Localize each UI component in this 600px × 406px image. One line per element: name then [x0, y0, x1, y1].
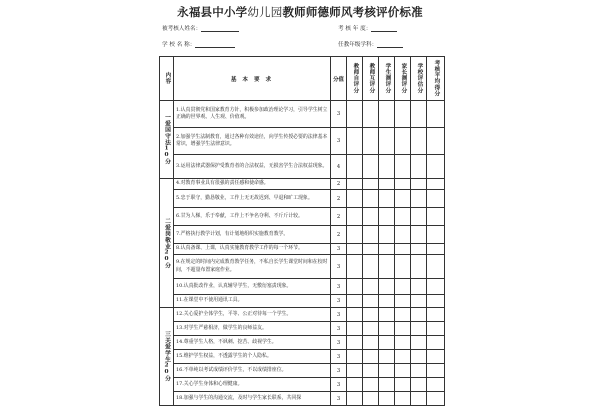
school-eval-cell[interactable]: [411, 350, 427, 364]
parent-eval-cell[interactable]: [395, 101, 411, 128]
avg-score-cell[interactable]: [427, 179, 445, 190]
avg-score-cell[interactable]: [427, 378, 445, 392]
parent-eval-cell[interactable]: [395, 190, 411, 208]
parent-eval-cell[interactable]: [395, 255, 411, 279]
meta-row-2: [152, 40, 452, 50]
table-header-row: [160, 57, 445, 101]
self-eval-cell[interactable]: [347, 155, 363, 179]
grade-subject-label: 任教年级学科：: [338, 42, 378, 48]
self-eval-cell[interactable]: [347, 322, 363, 336]
header-student-eval: 学生测评分: [379, 57, 395, 101]
score-value: 3: [331, 128, 347, 155]
student-eval-cell[interactable]: [379, 279, 395, 295]
requirement-text: 6.甘为人梯，乐于奉献，工作上不争名夺利、不斤斤计较。: [174, 208, 331, 226]
assessed-name-field[interactable]: [162, 24, 239, 32]
peer-eval-cell[interactable]: [363, 392, 379, 406]
peer-eval-cell[interactable]: [363, 336, 379, 350]
school-eval-cell[interactable]: [411, 255, 427, 279]
table-row: [160, 279, 445, 295]
header-requirements: 基 本 要 求: [174, 57, 331, 101]
evaluation-table: [159, 56, 445, 406]
peer-eval-cell[interactable]: [363, 190, 379, 208]
title-part-1: 永福县中小学: [177, 5, 248, 19]
table-row: [160, 350, 445, 364]
table-row: [160, 364, 445, 378]
requirement-text: 17.关心学生身体和心理健康。: [174, 378, 331, 392]
avg-score-cell[interactable]: [427, 295, 445, 308]
peer-eval-cell[interactable]: [363, 244, 379, 255]
peer-eval-cell[interactable]: [363, 208, 379, 226]
peer-eval-cell[interactable]: [363, 226, 379, 244]
peer-eval-cell[interactable]: [363, 155, 379, 179]
avg-score-cell[interactable]: [427, 155, 445, 179]
student-eval-cell[interactable]: [379, 295, 395, 308]
school-eval-cell[interactable]: [411, 392, 427, 406]
student-eval-cell[interactable]: [379, 179, 395, 190]
avg-score-cell[interactable]: [427, 279, 445, 295]
requirement-text: 5.忠于职守，勤恳敬业，工作上无无故迟到、早退和旷工现象。: [174, 190, 331, 208]
assessed-name-blank[interactable]: [201, 31, 239, 32]
parent-eval-cell[interactable]: [395, 336, 411, 350]
student-eval-cell[interactable]: [379, 244, 395, 255]
avg-score-cell[interactable]: [427, 128, 445, 155]
table-row: [160, 190, 445, 208]
student-eval-cell[interactable]: [379, 336, 395, 350]
avg-score-cell[interactable]: [427, 364, 445, 378]
score-value: 3: [331, 350, 347, 364]
student-eval-cell[interactable]: [379, 128, 395, 155]
requirement-text: 16.不单纯以考试成绩评价学生，不以成绩排座位。: [174, 364, 331, 378]
self-eval-cell[interactable]: [347, 128, 363, 155]
requirement-text: 7.严格执行教学计划，有计划地组织实施教育教学。: [174, 226, 331, 244]
score-value: 3: [331, 364, 347, 378]
score-value: 2: [331, 226, 347, 244]
student-eval-cell[interactable]: [379, 364, 395, 378]
requirement-text: 12.关心爱护全体学生，平等、公正对待每一个学生。: [174, 308, 331, 322]
requirement-text: 18.加强与学生的沟通交流，及时与学生家长联系，共同探: [174, 392, 331, 406]
score-value: 4: [331, 155, 347, 179]
avg-score-cell[interactable]: [427, 350, 445, 364]
school-eval-cell[interactable]: [411, 279, 427, 295]
score-value: 3: [331, 295, 347, 308]
peer-eval-cell[interactable]: [363, 295, 379, 308]
requirement-text: 14.尊重学生人格，不讽刺、挖苦、歧视学生。: [174, 336, 331, 350]
assessed-name-label: 被考核人姓名：: [162, 26, 202, 32]
school-eval-cell[interactable]: [411, 155, 427, 179]
school-eval-cell[interactable]: [411, 322, 427, 336]
score-value: 3: [331, 392, 347, 406]
document-title: [150, 4, 450, 20]
header-content: 内容: [160, 57, 174, 101]
requirement-text: 8.认真备课、上课，认真实施教育教学工作的每一个环节。: [174, 244, 331, 255]
category-cell: 一爱国守法10分: [160, 101, 174, 179]
self-eval-cell[interactable]: [347, 190, 363, 208]
school-eval-cell[interactable]: [411, 226, 427, 244]
school-eval-cell[interactable]: [411, 179, 427, 190]
year-label: 考 核 年 度：: [338, 26, 372, 32]
self-eval-cell[interactable]: [347, 336, 363, 350]
school-eval-cell[interactable]: [411, 308, 427, 322]
avg-score-cell[interactable]: [427, 322, 445, 336]
student-eval-cell[interactable]: [379, 322, 395, 336]
peer-eval-cell[interactable]: [363, 101, 379, 128]
score-value: 3: [331, 101, 347, 128]
table-row: [160, 101, 445, 128]
self-eval-cell[interactable]: [347, 308, 363, 322]
parent-eval-cell[interactable]: [395, 378, 411, 392]
student-eval-cell[interactable]: [379, 392, 395, 406]
self-eval-cell[interactable]: [347, 392, 363, 406]
parent-eval-cell[interactable]: [395, 155, 411, 179]
avg-score-cell[interactable]: [427, 226, 445, 244]
avg-score-cell[interactable]: [427, 392, 445, 406]
table-row: [160, 378, 445, 392]
student-eval-cell[interactable]: [379, 255, 395, 279]
avg-score-cell[interactable]: [427, 208, 445, 226]
self-eval-cell[interactable]: [347, 295, 363, 308]
parent-eval-cell[interactable]: [395, 208, 411, 226]
title-part-3: 教师师德师风考核评价标准: [282, 5, 423, 19]
requirement-text: 11.在课堂中不使用通讯工具。: [174, 295, 331, 308]
school-eval-cell[interactable]: [411, 295, 427, 308]
header-avg-score: 考核平均得分: [427, 57, 445, 101]
school-blank[interactable]: [195, 47, 235, 48]
peer-eval-cell[interactable]: [363, 364, 379, 378]
self-eval-cell[interactable]: [347, 101, 363, 128]
table-row: [160, 208, 445, 226]
score-value: 2: [331, 208, 347, 226]
category-cell: 二爱岗敬业20分: [160, 179, 174, 308]
school-eval-cell[interactable]: [411, 364, 427, 378]
table-row: [160, 244, 445, 255]
table-row: [160, 308, 445, 322]
parent-eval-cell[interactable]: [395, 295, 411, 308]
year-field[interactable]: [338, 24, 397, 32]
school-eval-cell[interactable]: [411, 128, 427, 155]
requirement-text: 9.在规定的时间内完成教育教学任务，不私自长学生课堂时间和在校时间，不超量布置家庭作业。: [174, 255, 331, 279]
peer-eval-cell[interactable]: [363, 322, 379, 336]
peer-eval-cell[interactable]: [363, 128, 379, 155]
school-label: 学 校 名 称：: [162, 42, 196, 48]
self-eval-cell[interactable]: [347, 364, 363, 378]
avg-score-cell[interactable]: [427, 101, 445, 128]
parent-eval-cell[interactable]: [395, 128, 411, 155]
school-eval-cell[interactable]: [411, 208, 427, 226]
header-score: 分值: [331, 57, 347, 101]
self-eval-cell[interactable]: [347, 378, 363, 392]
self-eval-cell[interactable]: [347, 255, 363, 279]
requirement-text: 2.加强学生法制教育，通过各种有效途径，向学生传授必要的法律基本常识，增强学生法律意识。: [174, 128, 331, 155]
school-field[interactable]: [162, 40, 235, 48]
parent-eval-cell[interactable]: [395, 392, 411, 406]
score-value: 3: [331, 378, 347, 392]
header-peer-eval: 教师互评分: [363, 57, 379, 101]
header-self-eval: 教师自评分: [347, 57, 363, 101]
table-row: [160, 128, 445, 155]
score-value: 3: [331, 308, 347, 322]
requirement-text: 4.对教育事业具有很强的责任感和使命感。: [174, 179, 331, 190]
parent-eval-cell[interactable]: [395, 364, 411, 378]
score-value: 3: [331, 244, 347, 255]
avg-score-cell[interactable]: [427, 190, 445, 208]
student-eval-cell[interactable]: [379, 155, 395, 179]
score-value: 3: [331, 255, 347, 279]
self-eval-cell[interactable]: [347, 226, 363, 244]
parent-eval-cell[interactable]: [395, 244, 411, 255]
avg-score-cell[interactable]: [427, 308, 445, 322]
avg-score-cell[interactable]: [427, 244, 445, 255]
peer-eval-cell[interactable]: [363, 255, 379, 279]
parent-eval-cell[interactable]: [395, 279, 411, 295]
student-eval-cell[interactable]: [379, 101, 395, 128]
score-value: 2: [331, 190, 347, 208]
self-eval-cell[interactable]: [347, 179, 363, 190]
requirement-text: 10.认真批改作业，认真辅导学生，无敷衍塞责现象。: [174, 279, 331, 295]
student-eval-cell[interactable]: [379, 208, 395, 226]
requirement-text: 13.对学生严慈相济，做学生的良师益友。: [174, 322, 331, 336]
student-eval-cell[interactable]: [379, 308, 395, 322]
year-blank[interactable]: [371, 31, 397, 32]
peer-eval-cell[interactable]: [363, 378, 379, 392]
self-eval-cell[interactable]: [347, 208, 363, 226]
self-eval-cell[interactable]: [347, 279, 363, 295]
avg-score-cell[interactable]: [427, 336, 445, 350]
school-eval-cell[interactable]: [411, 244, 427, 255]
meta-row-1: [152, 24, 452, 34]
score-value: 3: [331, 336, 347, 350]
requirement-text: 15.维护学生权益，不透露学生的个人隐私。: [174, 350, 331, 364]
table-row: [160, 392, 445, 406]
score-value: 2: [331, 179, 347, 190]
avg-score-cell[interactable]: [427, 255, 445, 279]
student-eval-cell[interactable]: [379, 378, 395, 392]
parent-eval-cell[interactable]: [395, 350, 411, 364]
title-part-2: 幼儿园: [247, 5, 283, 19]
grade-subject-field[interactable]: [338, 40, 403, 48]
self-eval-cell[interactable]: [347, 350, 363, 364]
requirement-text: 3.运用法律武器保护受教育者的合法权益，无损害学生合法权益现象。: [174, 155, 331, 179]
student-eval-cell[interactable]: [379, 226, 395, 244]
requirement-text: 1.认真贯彻党和国家教育方针，积极参加政治理论学习，引导学生树立正确的世界观、人生观、价值观。: [174, 101, 331, 128]
table-row: [160, 179, 445, 190]
parent-eval-cell[interactable]: [395, 322, 411, 336]
parent-eval-cell[interactable]: [395, 226, 411, 244]
parent-eval-cell[interactable]: [395, 179, 411, 190]
peer-eval-cell[interactable]: [363, 179, 379, 190]
peer-eval-cell[interactable]: [363, 308, 379, 322]
table-row: [160, 255, 445, 279]
header-parent-eval: 家长测评分: [395, 57, 411, 101]
score-value: 3: [331, 322, 347, 336]
peer-eval-cell[interactable]: [363, 350, 379, 364]
school-eval-cell[interactable]: [411, 101, 427, 128]
school-eval-cell[interactable]: [411, 190, 427, 208]
grade-subject-blank[interactable]: [377, 47, 403, 48]
header-school-eval: 学校评估分: [411, 57, 427, 101]
table-row: [160, 155, 445, 179]
table-row: [160, 226, 445, 244]
school-eval-cell[interactable]: [411, 336, 427, 350]
student-eval-cell[interactable]: [379, 190, 395, 208]
table-row: [160, 295, 445, 308]
document-page: [150, 0, 450, 400]
self-eval-cell[interactable]: [347, 244, 363, 255]
peer-eval-cell[interactable]: [363, 279, 379, 295]
table-row: [160, 322, 445, 336]
score-value: 3: [331, 279, 347, 295]
parent-eval-cell[interactable]: [395, 308, 411, 322]
student-eval-cell[interactable]: [379, 350, 395, 364]
category-cell: 三关爱学生20分: [160, 308, 174, 406]
table-row: [160, 336, 445, 350]
school-eval-cell[interactable]: [411, 378, 427, 392]
